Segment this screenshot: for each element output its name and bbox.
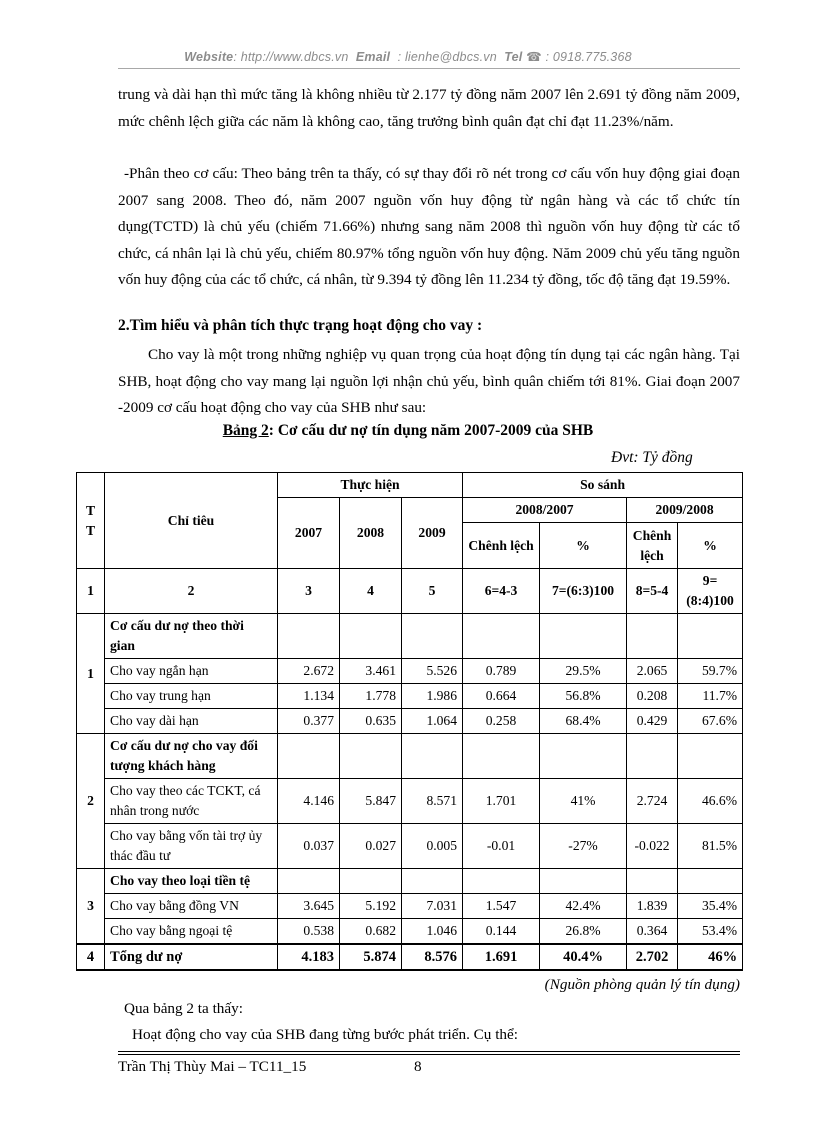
row-label: Cho vay bằng ngoại tệ [105,919,278,945]
empty-cell [540,734,627,779]
empty-cell [463,734,540,779]
tel-value: ☎ : 0918.775.368 [522,50,632,64]
header-cmp-2009-2008: 2009/2008 [627,498,743,523]
header-row-1 [77,473,743,498]
header-tt: T T [77,473,105,569]
value-cell: 3.645 [278,894,340,919]
value-cell: 5.526 [402,659,463,684]
table-body [77,473,743,971]
value-cell: 0.364 [627,919,678,945]
header-pct-1: % [540,523,627,569]
footer-author: Trần Thị Thùy Mai – TC11_15 [118,1058,307,1075]
value-cell: 11.7% [678,684,743,709]
index-cell: 4 [340,569,402,614]
value-cell: 0.005 [402,824,463,869]
value-cell: 1.986 [402,684,463,709]
website-url[interactable]: : http://www.dbcs.vn [233,50,349,64]
index-cell: 3 [278,569,340,614]
page-header [0,49,816,64]
header-thuc-hien: Thực hiện [278,473,463,498]
total-value-cell: 8.576 [402,944,463,970]
value-cell: 53.4% [678,919,743,945]
empty-cell [278,869,340,894]
page-number: 8 [414,1058,422,1075]
paragraph-3: Cho vay là một trong những nghiệp vụ quan trọng của hoạt động tín dụng tại các ngân hàng. Tại SHB, hoạt động cho vay mang lại nguồn lợi nhận chủ yếu, bình quân chiếm tới 81%. Giai đoạn 2007 -2009 cơ cấu hoạt động cho vay của SHB như sau: [118,346,740,417]
row-label: Cho vay theo các TCKT, cá nhân trong nước [105,779,278,824]
empty-cell [540,614,627,659]
value-cell: 2.672 [278,659,340,684]
table-caption-text: : Cơ cấu dư nợ tín dụng năm 2007-2009 của SHB [268,422,594,439]
empty-cell [627,869,678,894]
total-value-cell: 5.874 [340,944,402,970]
table-caption-label: Bảng 2 [222,422,269,439]
group-title: Cơ cấu dư nợ theo thời gian [105,614,278,659]
empty-cell [278,734,340,779]
index-cell: 8=5-4 [627,569,678,614]
value-cell: 42.4% [540,894,627,919]
group-title: Cho vay theo loại tiền tệ [105,869,278,894]
value-cell: 56.8% [540,684,627,709]
table-source: (Nguồn phòng quản lý tín dụng) [544,976,740,993]
row-label: Cho vay ngắn hạn [105,659,278,684]
value-cell: 29.5% [540,659,627,684]
group-title: Cơ cấu dư nợ cho vay đối tượng khách hàng [105,734,278,779]
empty-cell [278,614,340,659]
group-tt: 2 [77,734,105,869]
value-cell: 1.064 [402,709,463,734]
value-cell: 59.7% [678,659,743,684]
header-2007: 2007 [278,498,340,569]
empty-cell [627,734,678,779]
value-cell: 1.701 [463,779,540,824]
header-chi-tieu: Chỉ tiêu [105,473,278,569]
value-cell: 0.258 [463,709,540,734]
header-chenh-lech-2: Chênh lệch [627,523,678,569]
value-cell: 8.571 [402,779,463,824]
index-cell: 5 [402,569,463,614]
value-cell: 41% [540,779,627,824]
group-row [77,869,743,894]
empty-cell [340,869,402,894]
section-heading: 2.Tìm hiểu và phân tích thực trạng hoạt động cho vay : [118,317,483,334]
row-label: Cho vay dài hạn [105,709,278,734]
email-value[interactable]: : lienhe@dbcs.vn [393,50,497,64]
table-row [77,659,743,684]
table-row [77,779,743,824]
row-label: Cho vay bằng vốn tài trợ ủy thác đầu tư [105,824,278,869]
row-label: Cho vay bằng đồng VN [105,894,278,919]
table-caption [0,422,816,440]
value-cell: 1.778 [340,684,402,709]
group-tt: 3 [77,869,105,945]
total-value-cell: 46% [678,944,743,970]
total-row [77,944,743,970]
table-row [77,894,743,919]
email-label: Email [355,50,391,64]
group-row [77,734,743,779]
paragraph-2: -Phân theo cơ cấu: Theo bảng trên ta thấy, có sự thay đổi rõ nét trong cơ cấu vốn huy động giai đoạn 2007 sang 2008. Theo đó, năm 2007 nguồn vốn huy động từ ngân hàng và các tổ chức tín dụng(TCTD) là chủ yếu (chiếm 71.66%) nhưng sang năm 2008 thì nguồn vốn huy động từ các tổ chức, cá nhân lại là chủ yếu, chiếm 80.97% tổng nguồn vốn huy động. Năm 2009 chủ yếu tăng nguồn vốn huy động của các tổ chức, cá nhân, từ 9.394 tỷ đồng lên 11.234 tỷ đồng, tốc độ tăng đạt 19.59%. [118,165,740,289]
value-cell: 35.4% [678,894,743,919]
empty-cell [340,614,402,659]
index-cell: 1 [77,569,105,614]
value-cell: 0.037 [278,824,340,869]
table-row [77,684,743,709]
value-cell: 0.027 [340,824,402,869]
value-cell: 0.208 [627,684,678,709]
index-cell: 7=(6:3)100 [540,569,627,614]
header-2008: 2008 [340,498,402,569]
table-row [77,919,743,945]
value-cell: 5.192 [340,894,402,919]
value-cell: 0.789 [463,659,540,684]
footer-divider [118,1051,740,1052]
value-cell: 0.664 [463,684,540,709]
value-cell: 2.724 [627,779,678,824]
value-cell: 46.6% [678,779,743,824]
table-unit: Đvt: Tỷ đồng [611,449,693,466]
empty-cell [463,869,540,894]
value-cell: 0.538 [278,919,340,945]
header-cmp-2008-2007: 2008/2007 [463,498,627,523]
index-cell: 2 [105,569,278,614]
header-pct-2: % [678,523,743,569]
group-row [77,614,743,659]
value-cell: 0.144 [463,919,540,945]
total-value-cell: 1.691 [463,944,540,970]
row-label: Cho vay trung hạn [105,684,278,709]
index-cell: 9=(8:4)100 [678,569,743,614]
value-cell: 68.4% [540,709,627,734]
empty-cell [678,734,743,779]
value-cell: 0.429 [627,709,678,734]
total-value-cell: 4.183 [278,944,340,970]
credit-structure-table [76,472,743,971]
value-cell: 67.6% [678,709,743,734]
tel-label: Tel [504,50,523,64]
empty-cell [627,614,678,659]
value-cell: 7.031 [402,894,463,919]
value-cell: -27% [540,824,627,869]
empty-cell [402,614,463,659]
value-cell: 3.461 [340,659,402,684]
empty-cell [678,614,743,659]
value-cell: 2.065 [627,659,678,684]
total-label: Tổng dư nợ [105,944,278,970]
empty-cell [540,869,627,894]
index-row [77,569,743,614]
paragraph-5: Hoạt động cho vay của SHB đang từng bước phát triển. Cụ thể: [132,1026,518,1043]
value-cell: 26.8% [540,919,627,945]
header-divider [118,68,740,69]
empty-cell [463,614,540,659]
value-cell: 0.377 [278,709,340,734]
empty-cell [402,734,463,779]
value-cell: 1.046 [402,919,463,945]
header-so-sanh: So sánh [463,473,743,498]
total-value-cell: 2.702 [627,944,678,970]
value-cell: -0.01 [463,824,540,869]
empty-cell [340,734,402,779]
empty-cell [402,869,463,894]
value-cell: 4.146 [278,779,340,824]
value-cell: 1.839 [627,894,678,919]
table-row [77,709,743,734]
index-cell: 6=4-3 [463,569,540,614]
paragraph-4: Qua bảng 2 ta thấy: [124,1000,243,1017]
header-chenh-lech-1: Chênh lệch [463,523,540,569]
value-cell: 0.635 [340,709,402,734]
paragraph-1: trung và dài hạn thì mức tăng là không nhiều từ 2.177 tỷ đồng năm 2007 lên 2.691 tỷ đồng năm 2009, mức chênh lệch giữa các năm là không cao, tăng trưởng bình quân đạt chỉ đạt 11.23%/năm. [118,86,740,130]
value-cell: -0.022 [627,824,678,869]
group-tt: 1 [77,614,105,734]
total-tt: 4 [77,944,105,970]
value-cell: 81.5% [678,824,743,869]
value-cell: 0.682 [340,919,402,945]
empty-cell [678,869,743,894]
header-2009: 2009 [402,498,463,569]
value-cell: 5.847 [340,779,402,824]
value-cell: 1.547 [463,894,540,919]
footer-divider-2 [118,1054,740,1055]
value-cell: 1.134 [278,684,340,709]
table-row [77,824,743,869]
website-label: Website [184,50,234,64]
total-value-cell: 40.4% [540,944,627,970]
